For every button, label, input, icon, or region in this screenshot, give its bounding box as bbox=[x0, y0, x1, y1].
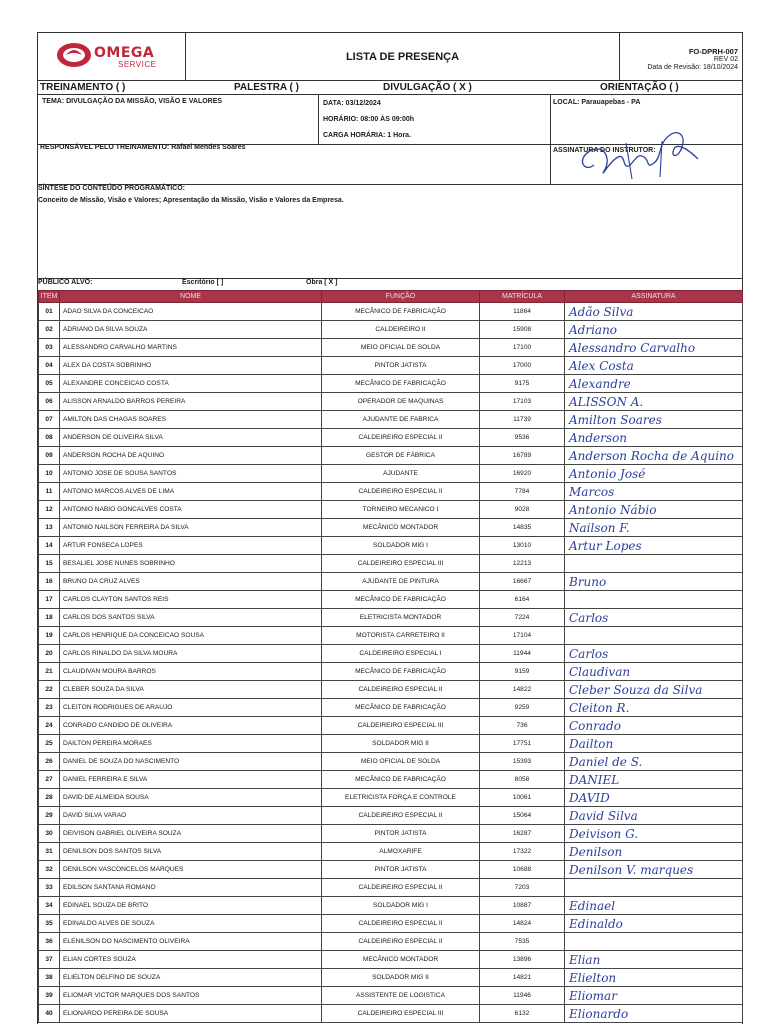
table-row bbox=[39, 771, 743, 789]
cell-assinatura: Antonio José bbox=[565, 465, 743, 483]
cell-nome: ELIELTON DELFINO DE SOUZA bbox=[60, 969, 322, 987]
cell-nome: ADRIANO DA SILVA SOUZA bbox=[60, 321, 322, 339]
col-assinatura: ASSINATURA bbox=[565, 291, 743, 303]
col-nome: NOME bbox=[60, 291, 322, 303]
cell-assinatura: Nailson F. bbox=[565, 519, 743, 537]
cell-assinatura: Alessandro Carvalho bbox=[565, 339, 743, 357]
cell-item: 38 bbox=[39, 969, 60, 987]
table-row bbox=[39, 735, 743, 753]
cell-nome: BRUNO DA CRUZ ALVES bbox=[60, 573, 322, 591]
local: LOCAL: Parauapebas - PA bbox=[553, 99, 641, 106]
cell-nome: CONRADO CANDIDO DE OLIVEIRA bbox=[60, 717, 322, 735]
cell-item: 22 bbox=[39, 681, 60, 699]
cell-matricula: 9536 bbox=[480, 429, 565, 447]
cell-matricula: 11944 bbox=[480, 645, 565, 663]
cell-matricula: 16920 bbox=[480, 465, 565, 483]
cell-nome: DENILSON VASCONCELOS MARQUES bbox=[60, 861, 322, 879]
type-treinamento: TREINAMENTO ( ) bbox=[40, 82, 126, 93]
table-row bbox=[39, 951, 743, 969]
cell-funcao: TORNEIRO MECANICO I bbox=[322, 501, 480, 519]
instructor-signature-icon bbox=[566, 113, 706, 193]
cell-assinatura: Cleber Souza da Silva bbox=[565, 681, 743, 699]
logo-subtitle: SERVICE bbox=[118, 60, 157, 69]
cell-funcao: CALDEIREIRO ESPECIAL III bbox=[322, 717, 480, 735]
data: DATA: 03/12/2024 bbox=[323, 100, 381, 107]
cell-funcao: SOLDADOR MIG II bbox=[322, 735, 480, 753]
table-row bbox=[39, 825, 743, 843]
company-logo bbox=[38, 33, 186, 80]
cell-nome: DENILSON DOS SANTOS SILVA bbox=[60, 843, 322, 861]
cell-assinatura: Elielton bbox=[565, 969, 743, 987]
cell-matricula: 10061 bbox=[480, 789, 565, 807]
cell-matricula: 17103 bbox=[480, 393, 565, 411]
cell-matricula: 14824 bbox=[480, 915, 565, 933]
cell-nome: CLEITON RODRIGUES DE ARAUJO bbox=[60, 699, 322, 717]
responsavel: RESPONSÁVEL PELO TREINAMENTO: Rafael Mendes Soares bbox=[40, 144, 246, 151]
cell-assinatura bbox=[565, 555, 743, 573]
cell-funcao: MECÂNICO MONTADOR bbox=[322, 519, 480, 537]
cell-funcao: CALDEIREIRO ESPECIAL III bbox=[322, 1005, 480, 1023]
responsible-row bbox=[38, 145, 742, 185]
table-row bbox=[39, 609, 743, 627]
cell-matricula: 14821 bbox=[480, 969, 565, 987]
cell-funcao: CALDEIREIRO ESPECIAL III bbox=[322, 555, 480, 573]
table-row bbox=[39, 411, 743, 429]
cell-funcao: CALDEIREIRO ESPECIAL II bbox=[322, 879, 480, 897]
table-row bbox=[39, 573, 743, 591]
cell-assinatura: Adriano bbox=[565, 321, 743, 339]
form-reference bbox=[620, 33, 742, 80]
cell-funcao: ALMOXARIFE bbox=[322, 843, 480, 861]
attendance-table bbox=[38, 290, 743, 1023]
cell-funcao: CALDEIREIRO ESPECIAL II bbox=[322, 483, 480, 501]
cell-nome: CARLOS CLAYTON SANTOS REIS bbox=[60, 591, 322, 609]
form-code: FO-DPRH-007 bbox=[688, 47, 738, 56]
cell-matricula: 7203 bbox=[480, 879, 565, 897]
cell-item: 37 bbox=[39, 951, 60, 969]
cell-nome: EDINAEL SOUZA DE BRITO bbox=[60, 897, 322, 915]
cell-matricula: 13896 bbox=[480, 951, 565, 969]
table-row bbox=[39, 645, 743, 663]
cell-item: 25 bbox=[39, 735, 60, 753]
cell-matricula: 9028 bbox=[480, 501, 565, 519]
table-row bbox=[39, 897, 743, 915]
cell-assinatura: Amilton Soares bbox=[565, 411, 743, 429]
cell-funcao: PINTOR JATISTA bbox=[322, 357, 480, 375]
cell-item: 11 bbox=[39, 483, 60, 501]
table-row bbox=[39, 681, 743, 699]
publico-obra: Obra [ X ] bbox=[306, 279, 338, 286]
cell-item: 28 bbox=[39, 789, 60, 807]
cell-matricula: 9175 bbox=[480, 375, 565, 393]
table-row bbox=[39, 591, 743, 609]
cell-matricula: 10887 bbox=[480, 897, 565, 915]
cell-matricula: 15908 bbox=[480, 321, 565, 339]
cell-assinatura: Edinaldo bbox=[565, 915, 743, 933]
cell-matricula: 17751 bbox=[480, 735, 565, 753]
cell-nome: DAVID SILVA VARAO bbox=[60, 807, 322, 825]
cell-funcao: CALDEIREIRO ESPECIAL II bbox=[322, 429, 480, 447]
cell-matricula: 14822 bbox=[480, 681, 565, 699]
cell-funcao: CALDEIREIRO ESPECIAL II bbox=[322, 807, 480, 825]
cell-matricula: 17100 bbox=[480, 339, 565, 357]
cell-nome: CARLOS DOS SANTOS SILVA bbox=[60, 609, 322, 627]
table-row bbox=[39, 699, 743, 717]
cell-nome: DAILTON PEREIRA MORAES bbox=[60, 735, 322, 753]
table-row bbox=[39, 843, 743, 861]
cell-item: 21 bbox=[39, 663, 60, 681]
table-row bbox=[39, 879, 743, 897]
cell-funcao: CALDEIREIRO ESPECIAL II bbox=[322, 681, 480, 699]
cell-item: 01 bbox=[39, 303, 60, 321]
cell-funcao: MECÂNICO DE FABRICAÇÃO bbox=[322, 663, 480, 681]
target-audience bbox=[38, 279, 742, 289]
cell-funcao: AJUDANTE DE FABRICA bbox=[322, 411, 480, 429]
cell-nome: ALEXANDRE CONCEICAO COSTA bbox=[60, 375, 322, 393]
cell-nome: CLAUDIVAN MOURA BARROS bbox=[60, 663, 322, 681]
cell-nome: ALESSANDRO CARVALHO MARTINS bbox=[60, 339, 322, 357]
cell-nome: ELENILSON DO NASCIMENTO OLIVEIRA bbox=[60, 933, 322, 951]
table-row bbox=[39, 447, 743, 465]
cell-assinatura: Deivison G. bbox=[565, 825, 743, 843]
cell-item: 24 bbox=[39, 717, 60, 735]
cell-matricula: 15064 bbox=[480, 807, 565, 825]
table-row bbox=[39, 987, 743, 1005]
revision-date: Data de Revisão: 18/10/2024 bbox=[647, 64, 738, 71]
table-row bbox=[39, 339, 743, 357]
table-row bbox=[39, 375, 743, 393]
cell-matricula: 16667 bbox=[480, 573, 565, 591]
cell-item: 30 bbox=[39, 825, 60, 843]
cell-item: 19 bbox=[39, 627, 60, 645]
cell-matricula: 7535 bbox=[480, 933, 565, 951]
table-row bbox=[39, 861, 743, 879]
cell-assinatura bbox=[565, 627, 743, 645]
cell-item: 39 bbox=[39, 987, 60, 1005]
cell-assinatura: Artur Lopes bbox=[565, 537, 743, 555]
cell-item: 04 bbox=[39, 357, 60, 375]
cell-nome: ELIOMAR VICTOR MARQUES DOS SANTOS bbox=[60, 987, 322, 1005]
cell-assinatura bbox=[565, 933, 743, 951]
cell-item: 18 bbox=[39, 609, 60, 627]
cell-funcao: PINTOR JATISTA bbox=[322, 825, 480, 843]
cell-funcao: CALDEIREIRO ESPECIAL I bbox=[322, 645, 480, 663]
attendance-sheet bbox=[37, 32, 743, 1024]
cell-funcao: ASSISTENTE DE LOGISTICA bbox=[322, 987, 480, 1005]
cell-assinatura: Daniel de S. bbox=[565, 753, 743, 771]
cell-funcao: CALDEIREIRO ESPECIAL II bbox=[322, 915, 480, 933]
cell-item: 09 bbox=[39, 447, 60, 465]
table-row bbox=[39, 807, 743, 825]
cell-assinatura: Anderson bbox=[565, 429, 743, 447]
cell-item: 16 bbox=[39, 573, 60, 591]
cell-assinatura: Carlos bbox=[565, 609, 743, 627]
horario: HORÁRIO: 08:00 ÀS 09:00h bbox=[323, 116, 415, 123]
cell-assinatura: Eliomar bbox=[565, 987, 743, 1005]
synthesis-section bbox=[38, 185, 742, 279]
table-row bbox=[39, 789, 743, 807]
cell-assinatura: Elionardo bbox=[565, 1005, 743, 1023]
cell-assinatura: Adão Silva bbox=[565, 303, 743, 321]
cell-funcao: MECÂNICO DE FABRICAÇÃO bbox=[322, 375, 480, 393]
cell-matricula: 8058 bbox=[480, 771, 565, 789]
cell-funcao: OPERADOR DE MAQUINAS bbox=[322, 393, 480, 411]
cell-assinatura: Antonio Nábio bbox=[565, 501, 743, 519]
cell-matricula: 13010 bbox=[480, 537, 565, 555]
table-row bbox=[39, 627, 743, 645]
cell-nome: ALISSON ARNALDO BARROS PEREIRA bbox=[60, 393, 322, 411]
table-row bbox=[39, 915, 743, 933]
cell-matricula: 11864 bbox=[480, 303, 565, 321]
cell-funcao: CALDEIREIRO II bbox=[322, 321, 480, 339]
cell-funcao: PINTOR JATISTA bbox=[322, 861, 480, 879]
carga-horaria: CARGA HORÁRIA: 1 Hora. bbox=[323, 132, 412, 139]
cell-nome: DEIVISON GABRIEL OLIVEIRA SOUZA bbox=[60, 825, 322, 843]
col-item: ITEM bbox=[39, 291, 60, 303]
cell-assinatura: Dailton bbox=[565, 735, 743, 753]
cell-nome: ALEX DA COSTA SOBRINHO bbox=[60, 357, 322, 375]
cell-matricula: 9159 bbox=[480, 663, 565, 681]
cell-funcao: MECÂNICO DE FABRICAÇÃO bbox=[322, 699, 480, 717]
form-revision: REV 02 bbox=[713, 56, 738, 63]
cell-funcao: MEIO OFICIAL DE SOLDA bbox=[322, 753, 480, 771]
col-funcao: FUNÇÃO bbox=[322, 291, 480, 303]
cell-assinatura: ALISSON A. bbox=[565, 393, 743, 411]
cell-matricula: 7224 bbox=[480, 609, 565, 627]
table-row bbox=[39, 483, 743, 501]
table-row bbox=[39, 555, 743, 573]
cell-matricula: 6132 bbox=[480, 1005, 565, 1023]
cell-nome: ANTONIO JOSE DE SOUSA SANTOS bbox=[60, 465, 322, 483]
publico-label: PÚBLICO ALVO: bbox=[38, 279, 93, 286]
cell-nome: ANTONIO MARCOS ALVES DE LIMA bbox=[60, 483, 322, 501]
cell-assinatura: Edinael bbox=[565, 897, 743, 915]
table-row bbox=[39, 465, 743, 483]
table-row bbox=[39, 429, 743, 447]
cell-item: 36 bbox=[39, 933, 60, 951]
cell-nome: DANIEL DE SOUZA DO NASCIMENTO bbox=[60, 753, 322, 771]
cell-assinatura: Denilson bbox=[565, 843, 743, 861]
cell-assinatura: Elian bbox=[565, 951, 743, 969]
cell-item: 34 bbox=[39, 897, 60, 915]
cell-funcao: AJUDANTE DE PINTURA bbox=[322, 573, 480, 591]
cell-item: 20 bbox=[39, 645, 60, 663]
table-row bbox=[39, 501, 743, 519]
cell-matricula: 17104 bbox=[480, 627, 565, 645]
type-palestra: PALESTRA ( ) bbox=[234, 82, 299, 93]
cell-funcao: CALDEIREIRO ESPECIAL II bbox=[322, 933, 480, 951]
cell-assinatura bbox=[565, 591, 743, 609]
table-row bbox=[39, 393, 743, 411]
table-row bbox=[39, 1005, 743, 1023]
cell-nome: ANTONIO NAILSON FERREIRA DA SILVA bbox=[60, 519, 322, 537]
cell-assinatura: David Silva bbox=[565, 807, 743, 825]
cell-item: 06 bbox=[39, 393, 60, 411]
cell-matricula: 736 bbox=[480, 717, 565, 735]
cell-item: 08 bbox=[39, 429, 60, 447]
cell-nome: DANIEL FERREIRA E SILVA bbox=[60, 771, 322, 789]
cell-nome: ARTUR FONSECA LOPES bbox=[60, 537, 322, 555]
table-row bbox=[39, 537, 743, 555]
cell-item: 40 bbox=[39, 1005, 60, 1023]
cell-funcao: ELETRICISTA FORÇA E CONTROLE bbox=[322, 789, 480, 807]
cell-assinatura: Alex Costa bbox=[565, 357, 743, 375]
cell-funcao: MEIO OFICIAL DE SOLDA bbox=[322, 339, 480, 357]
cell-matricula: 7784 bbox=[480, 483, 565, 501]
cell-item: 02 bbox=[39, 321, 60, 339]
table-row bbox=[39, 933, 743, 951]
cell-nome: CLEBER SOUZA DA SILVA bbox=[60, 681, 322, 699]
cell-funcao: MOTORISTA CARRETEIRO II bbox=[322, 627, 480, 645]
table-row bbox=[39, 717, 743, 735]
assinatura-instrutor-label: ASSINATURA DO INSTRUTOR: bbox=[553, 147, 656, 154]
col-matricula: MATRÍCULA bbox=[480, 291, 565, 303]
cell-matricula: 17000 bbox=[480, 357, 565, 375]
cell-assinatura: DAVID bbox=[565, 789, 743, 807]
table-row bbox=[39, 753, 743, 771]
cell-item: 23 bbox=[39, 699, 60, 717]
cell-funcao: MECÂNICO MONTADOR bbox=[322, 951, 480, 969]
cell-nome: EDILSON SANTANA ROMANO bbox=[60, 879, 322, 897]
cell-matricula: 16287 bbox=[480, 825, 565, 843]
table-row bbox=[39, 663, 743, 681]
cell-item: 29 bbox=[39, 807, 60, 825]
cell-nome: DAVID DE ALMEIDA SOUSA bbox=[60, 789, 322, 807]
cell-assinatura: Conrado bbox=[565, 717, 743, 735]
cell-funcao: SOLDADOR MIG I bbox=[322, 897, 480, 915]
cell-item: 31 bbox=[39, 843, 60, 861]
cell-funcao: ELETRICISTA MONTADOR bbox=[322, 609, 480, 627]
cell-funcao: MECÂNICO DE FABRICAÇÃO bbox=[322, 591, 480, 609]
cell-item: 17 bbox=[39, 591, 60, 609]
cell-matricula: 11946 bbox=[480, 987, 565, 1005]
cell-assinatura: Bruno bbox=[565, 573, 743, 591]
cell-nome: CARLOS HENRIQUE DA CONCEICAO SOUSA bbox=[60, 627, 322, 645]
cell-item: 32 bbox=[39, 861, 60, 879]
table-header-row bbox=[39, 291, 743, 303]
cell-assinatura: Marcos bbox=[565, 483, 743, 501]
cell-item: 13 bbox=[39, 519, 60, 537]
cell-item: 14 bbox=[39, 537, 60, 555]
cell-matricula: 14835 bbox=[480, 519, 565, 537]
cell-item: 35 bbox=[39, 915, 60, 933]
cell-funcao: SOLDADOR MIG I bbox=[322, 537, 480, 555]
type-divulgacao: DIVULGAÇÃO ( X ) bbox=[383, 82, 472, 93]
cell-funcao: MECÂNICO DE FABRICAÇÃO bbox=[322, 303, 480, 321]
table-row bbox=[39, 969, 743, 987]
cell-assinatura: Alexandre bbox=[565, 375, 743, 393]
cell-matricula: 9259 bbox=[480, 699, 565, 717]
cell-nome: BESALIEL JOSE NUNES SOBRINHO bbox=[60, 555, 322, 573]
cell-item: 10 bbox=[39, 465, 60, 483]
form-header bbox=[38, 33, 742, 81]
tema: TEMA: DIVULGAÇÃO DA MISSÃO, VISÃO E VALORES bbox=[42, 98, 223, 105]
cell-assinatura: Anderson Rocha de Aquino bbox=[565, 447, 743, 465]
table-row bbox=[39, 357, 743, 375]
cell-nome: ELIONARDO PEREIRA DE SOUSA bbox=[60, 1005, 322, 1023]
cell-nome: AMILTON DAS CHAGAS SOARES bbox=[60, 411, 322, 429]
cell-funcao: AJUDANTE bbox=[322, 465, 480, 483]
cell-matricula: 16789 bbox=[480, 447, 565, 465]
table-row bbox=[39, 321, 743, 339]
cell-assinatura bbox=[565, 879, 743, 897]
publico-escritorio: Escritório [ ] bbox=[182, 279, 224, 286]
cell-matricula: 12213 bbox=[480, 555, 565, 573]
cell-item: 15 bbox=[39, 555, 60, 573]
event-type-row bbox=[38, 81, 742, 95]
cell-matricula: 17322 bbox=[480, 843, 565, 861]
cell-assinatura: Denilson V. marques bbox=[565, 861, 743, 879]
cell-matricula: 15393 bbox=[480, 753, 565, 771]
document-title: LISTA DE PRESENÇA bbox=[186, 33, 620, 80]
cell-assinatura: Carlos bbox=[565, 645, 743, 663]
cell-nome: ELIAN CORTES SOUZA bbox=[60, 951, 322, 969]
type-orientacao: ORIENTAÇÃO ( ) bbox=[600, 82, 679, 93]
cell-nome: EDINALDO ALVES DE SOUZA bbox=[60, 915, 322, 933]
cell-item: 05 bbox=[39, 375, 60, 393]
cell-nome: ANDERSON ROCHA DE AQUINO bbox=[60, 447, 322, 465]
cell-funcao: SOLDADOR MIG II bbox=[322, 969, 480, 987]
cell-funcao: GESTOR DE FÁBRICA bbox=[322, 447, 480, 465]
logo-name: OMEGA bbox=[94, 45, 155, 61]
synthesis-text: Conceito de Missão, Visão e Valores; Apresentação da Missão, Visão e Valores da Empresa. bbox=[38, 197, 344, 204]
table-row bbox=[39, 303, 743, 321]
cell-item: 33 bbox=[39, 879, 60, 897]
cell-item: 26 bbox=[39, 753, 60, 771]
cell-matricula: 6164 bbox=[480, 591, 565, 609]
omega-logo-icon bbox=[56, 42, 92, 68]
cell-item: 12 bbox=[39, 501, 60, 519]
cell-nome: CARLOS RINALDO DA SILVA MOURA bbox=[60, 645, 322, 663]
cell-assinatura: Claudivan bbox=[565, 663, 743, 681]
cell-funcao: MECÂNICO DE FABRICAÇÃO bbox=[322, 771, 480, 789]
cell-nome: ANTONIO NABIO GONCALVES COSTA bbox=[60, 501, 322, 519]
cell-item: 27 bbox=[39, 771, 60, 789]
synthesis-label: SÍNTESE DO CONTEÚDO PROGRAMÁTICO: bbox=[38, 185, 186, 192]
cell-matricula: 11739 bbox=[480, 411, 565, 429]
cell-item: 03 bbox=[39, 339, 60, 357]
cell-assinatura: DANIEL bbox=[565, 771, 743, 789]
cell-nome: ANDERSON DE OLIVEIRA SILVA bbox=[60, 429, 322, 447]
cell-item: 07 bbox=[39, 411, 60, 429]
cell-matricula: 10688 bbox=[480, 861, 565, 879]
cell-assinatura: Cleiton R. bbox=[565, 699, 743, 717]
cell-nome: ADAO SILVA DA CONCEICAO bbox=[60, 303, 322, 321]
table-row bbox=[39, 519, 743, 537]
